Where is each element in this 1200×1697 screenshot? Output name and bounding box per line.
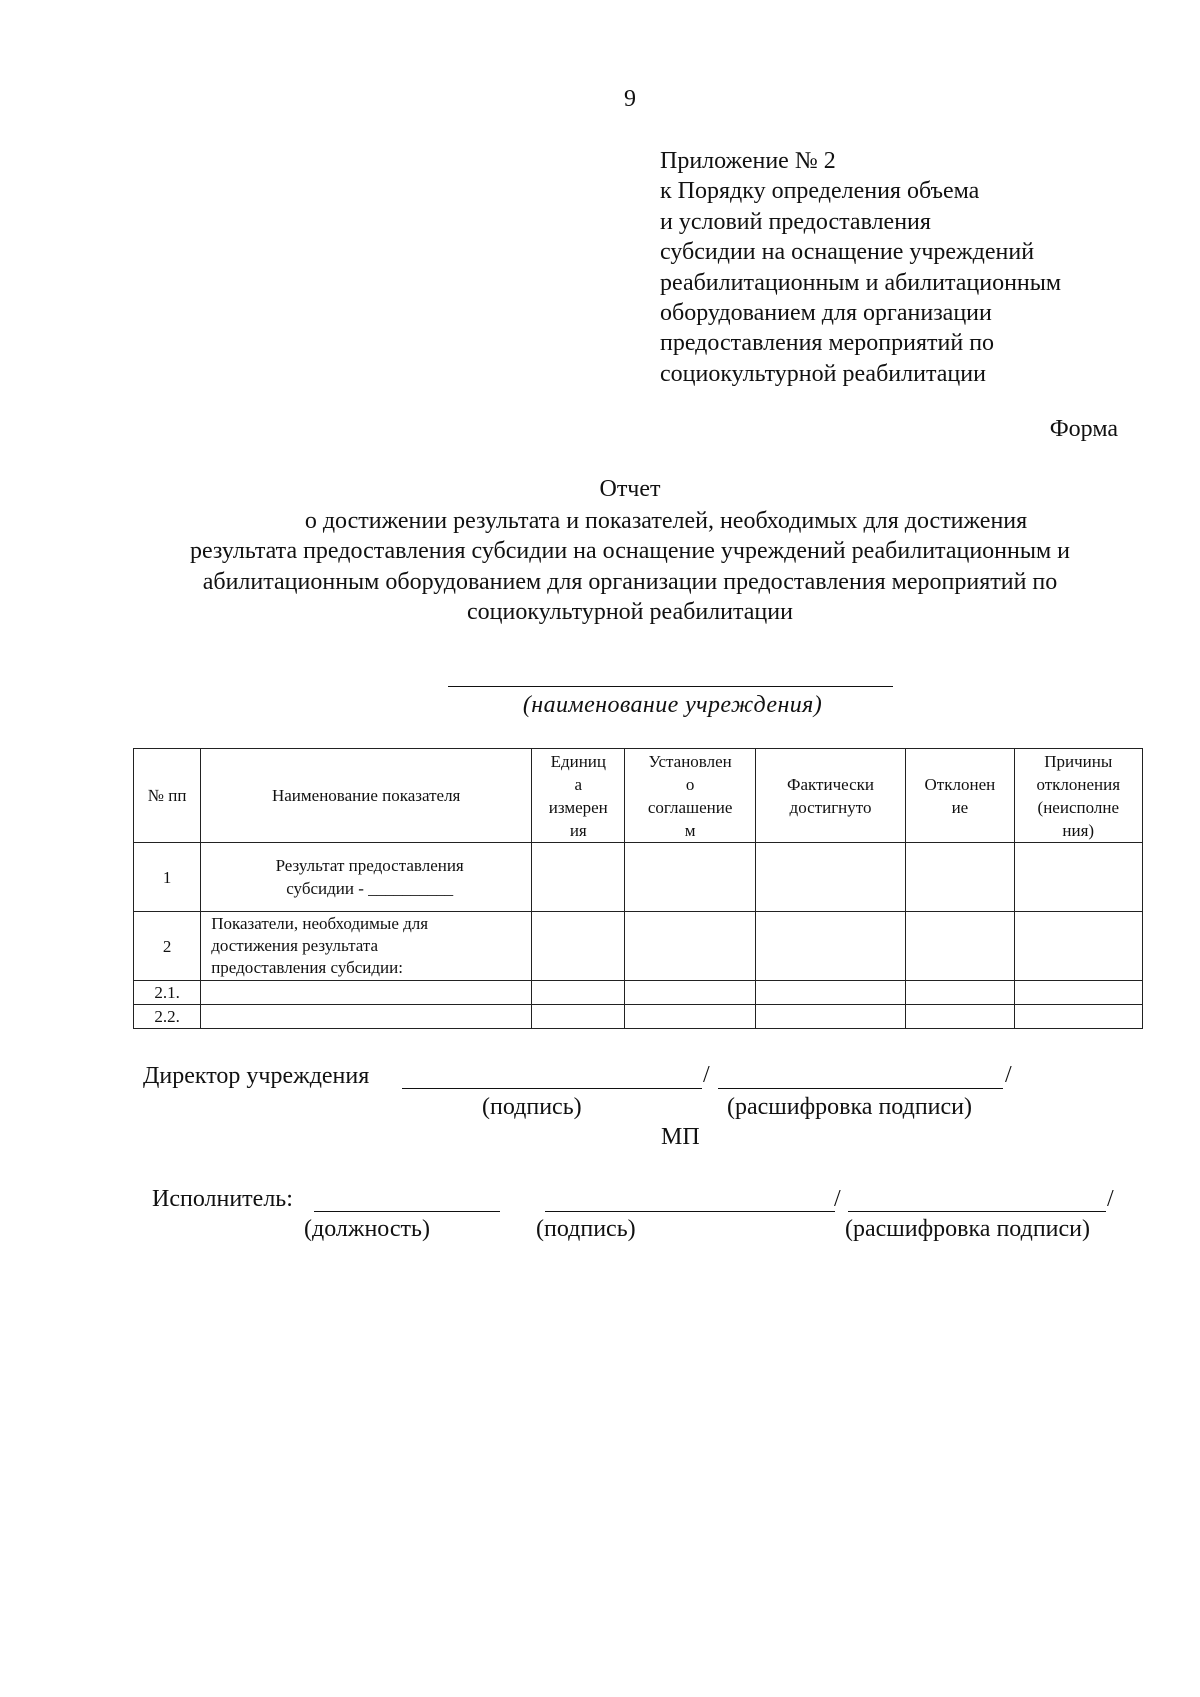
cell-agreed[interactable] [625,843,755,912]
row-name: Результат предоставления субсидии - __________ [201,843,532,912]
header-num: № пп [134,749,201,843]
table-row [134,981,1143,1005]
cell-unit[interactable] [532,843,625,912]
appendix-line: предоставления мероприятий по [660,330,995,357]
cell-unit[interactable] [532,981,625,1005]
cell-agreed[interactable] [625,912,755,981]
cell-deviation[interactable] [906,981,1014,1005]
table-row [134,843,1143,912]
cell-unit[interactable] [532,912,625,981]
executor-position-blank[interactable] [314,1185,500,1212]
table-row [134,912,1143,981]
executor-slash-end: / [1107,1186,1114,1212]
header-deviation: Отклонен ие [906,749,1014,843]
executor-position-caption: (должность) [304,1216,430,1242]
row-name: Показатели, необходимые для достижения результата предоставления субсидии: [201,912,532,981]
cell-unit[interactable] [532,1005,625,1029]
cell-deviation[interactable] [906,912,1014,981]
cell-reasons[interactable] [1014,912,1142,981]
director-signature-caption: (подпись) [482,1094,582,1120]
row-num: 2 [134,912,201,981]
appendix-header [660,146,1180,389]
cell-reasons[interactable] [1014,843,1142,912]
report-table [133,748,1143,1029]
appendix-line: социокультурной реабилитации [660,360,986,387]
cell-deviation[interactable] [906,843,1014,912]
appendix-line: Приложение № 2 [660,148,836,174]
appendix-line: и условий предоставления [660,208,931,235]
institution-caption: (наименование учреждения) [522,692,823,718]
header-achieved: Фактически достигнуто [755,749,905,843]
director-decoding-caption: (расшифровка подписи) [727,1094,972,1120]
row-num: 2.2. [134,1005,201,1029]
stamp-label: МП [661,1124,700,1150]
cell-achieved[interactable] [755,912,905,981]
director-label: Директор учреждения [143,1063,370,1089]
report-subtitle-line: результата предоставления субсидии на оснащение учреждений реабилитационным и [189,538,1071,565]
executor-signature-blank[interactable] [545,1185,835,1212]
executor-decoding-caption: (расшифровка подписи) [845,1216,1090,1242]
director-decoding-blank[interactable] [718,1062,1003,1089]
header-unit: Единиц а измерен ия [532,749,625,843]
appendix-line: оборудованием для организации [660,300,992,327]
cell-reasons[interactable] [1014,1005,1142,1029]
cell-deviation[interactable] [906,1005,1014,1029]
cell-agreed[interactable] [625,981,755,1005]
cell-achieved[interactable] [755,843,905,912]
table-header-row [134,749,1143,843]
executor-signature-caption: (подпись) [536,1216,636,1242]
cell-achieved[interactable] [755,1005,905,1029]
report-subtitle-line: о достижении результата и показателей, необходимых для достижения [304,508,1028,534]
executor-decoding-blank[interactable] [848,1185,1106,1212]
report-subtitle-line: социокультурной реабилитации [467,599,793,626]
cell-agreed[interactable] [625,1005,755,1029]
director-signature-blank[interactable] [402,1062,702,1089]
row-num: 2.1. [134,981,201,1005]
executor-slash: / [834,1186,841,1212]
report-title: Отчет [599,476,661,502]
row-name[interactable] [201,1005,532,1029]
header-reasons: Причины отклонения (неисполне ния) [1014,749,1142,843]
report-subtitle [130,506,1130,628]
director-slash: / [703,1062,710,1088]
appendix-line: субсидии на оснащение учреждений [660,239,1035,266]
report-subtitle-line: абилитационным оборудованием для организации предоставления мероприятий по [202,568,1058,595]
director-slash-end: / [1005,1062,1012,1088]
cell-achieved[interactable] [755,981,905,1005]
appendix-line: к Порядку определения объема [660,178,980,205]
cell-reasons[interactable] [1014,981,1142,1005]
page-number: 9 [624,86,636,112]
appendix-line: реабилитационным и абилитационным [660,269,1062,296]
row-num: 1 [134,843,201,912]
form-label: Форма [1049,416,1118,442]
row-name[interactable] [201,981,532,1005]
institution-name-blank[interactable] [448,686,893,687]
table-row [134,1005,1143,1029]
header-name: Наименование показателя [201,749,532,843]
executor-label: Исполнитель: [152,1186,293,1212]
header-agreed: Установлен о соглашение м [625,749,755,843]
